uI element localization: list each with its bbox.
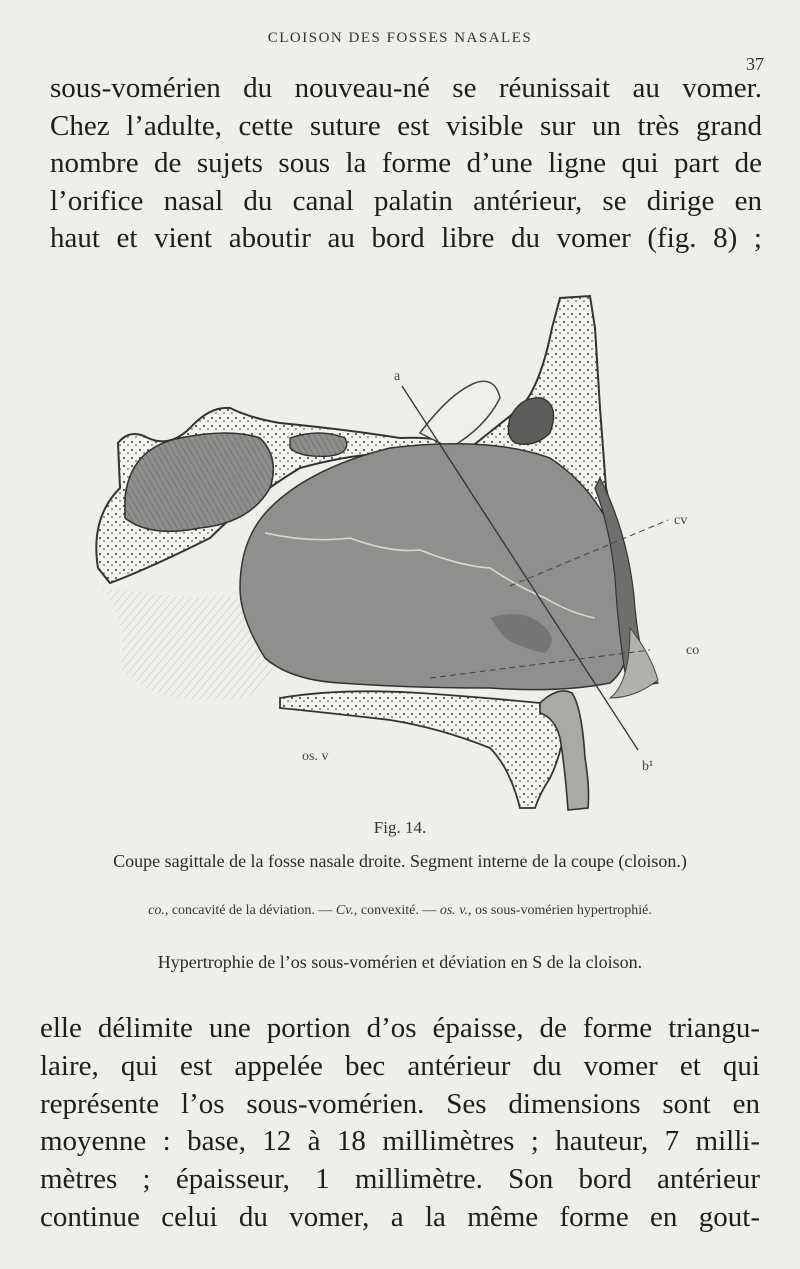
text-line: sous-vomérien du nouveau-né se réunissait au vomer. [50, 72, 762, 104]
text-line: représente l’os sous-vomérien. Ses dimensions sont en [40, 1087, 760, 1120]
label-os-v: os. v [302, 749, 329, 764]
legend-co-text: , concavité de la déviation. — [164, 903, 336, 918]
text-line: laire, qui est appelée bec antérieur du vomer et qui [40, 1049, 760, 1082]
paragraph-bottom [40, 1010, 760, 1237]
text-line: haut et vient aboutir au bord libre du vomer (fig. 8) ; [50, 222, 762, 254]
label-b1: b¹ [642, 759, 654, 774]
text-line: Chez l’adulte, cette suture est visible sur un très grand [50, 109, 762, 142]
text-line: elle délimite une portion d’os épaisse, de forme triangu- [40, 1012, 760, 1044]
anatomical-figure [90, 288, 720, 823]
text-line: continue celui du vomer, a la même forme en gout- [40, 1200, 760, 1233]
page-number: 37 [746, 54, 764, 74]
legend-cv-abbr: Cv. [335, 903, 354, 918]
figure-caption: Coupe sagittale de la fosse nasale droite. Segment interne de la coupe (cloison.) [113, 851, 687, 871]
text-line: nombre de sujets sous la forme d’une ligne qui part de [50, 147, 762, 179]
legend-cv-text: , convexité. — [353, 903, 440, 918]
figure-legend [110, 902, 690, 919]
legend-co-abbr: co. [148, 903, 165, 918]
text-line: l’orifice nasal du canal palatin antérieur, se dirige en [50, 184, 762, 217]
label-a: a [394, 369, 401, 384]
legend-osv-text: , os sous-vomérien hypertrophié. [467, 903, 652, 918]
paragraph-top [50, 70, 762, 258]
label-cv: cv [674, 513, 688, 528]
label-co: co [686, 643, 700, 658]
legend-osv-abbr: os. v. [439, 903, 468, 918]
figure-number: Fig. 14. [373, 818, 427, 837]
running-head: CLOISON DES FOSSES NASALES [267, 30, 533, 46]
text-line: moyenne : base, 12 à 18 millimètres ; hauteur, 7 milli- [40, 1125, 760, 1158]
text-line: mètres ; épaisseur, 1 millimètre. Son bord antérieur [40, 1163, 760, 1196]
nasal-septum-illustration [90, 288, 720, 823]
figure-subcaption: Hypertrophie de l’os sous-vomérien et déviation en S de la cloison. [157, 952, 643, 972]
